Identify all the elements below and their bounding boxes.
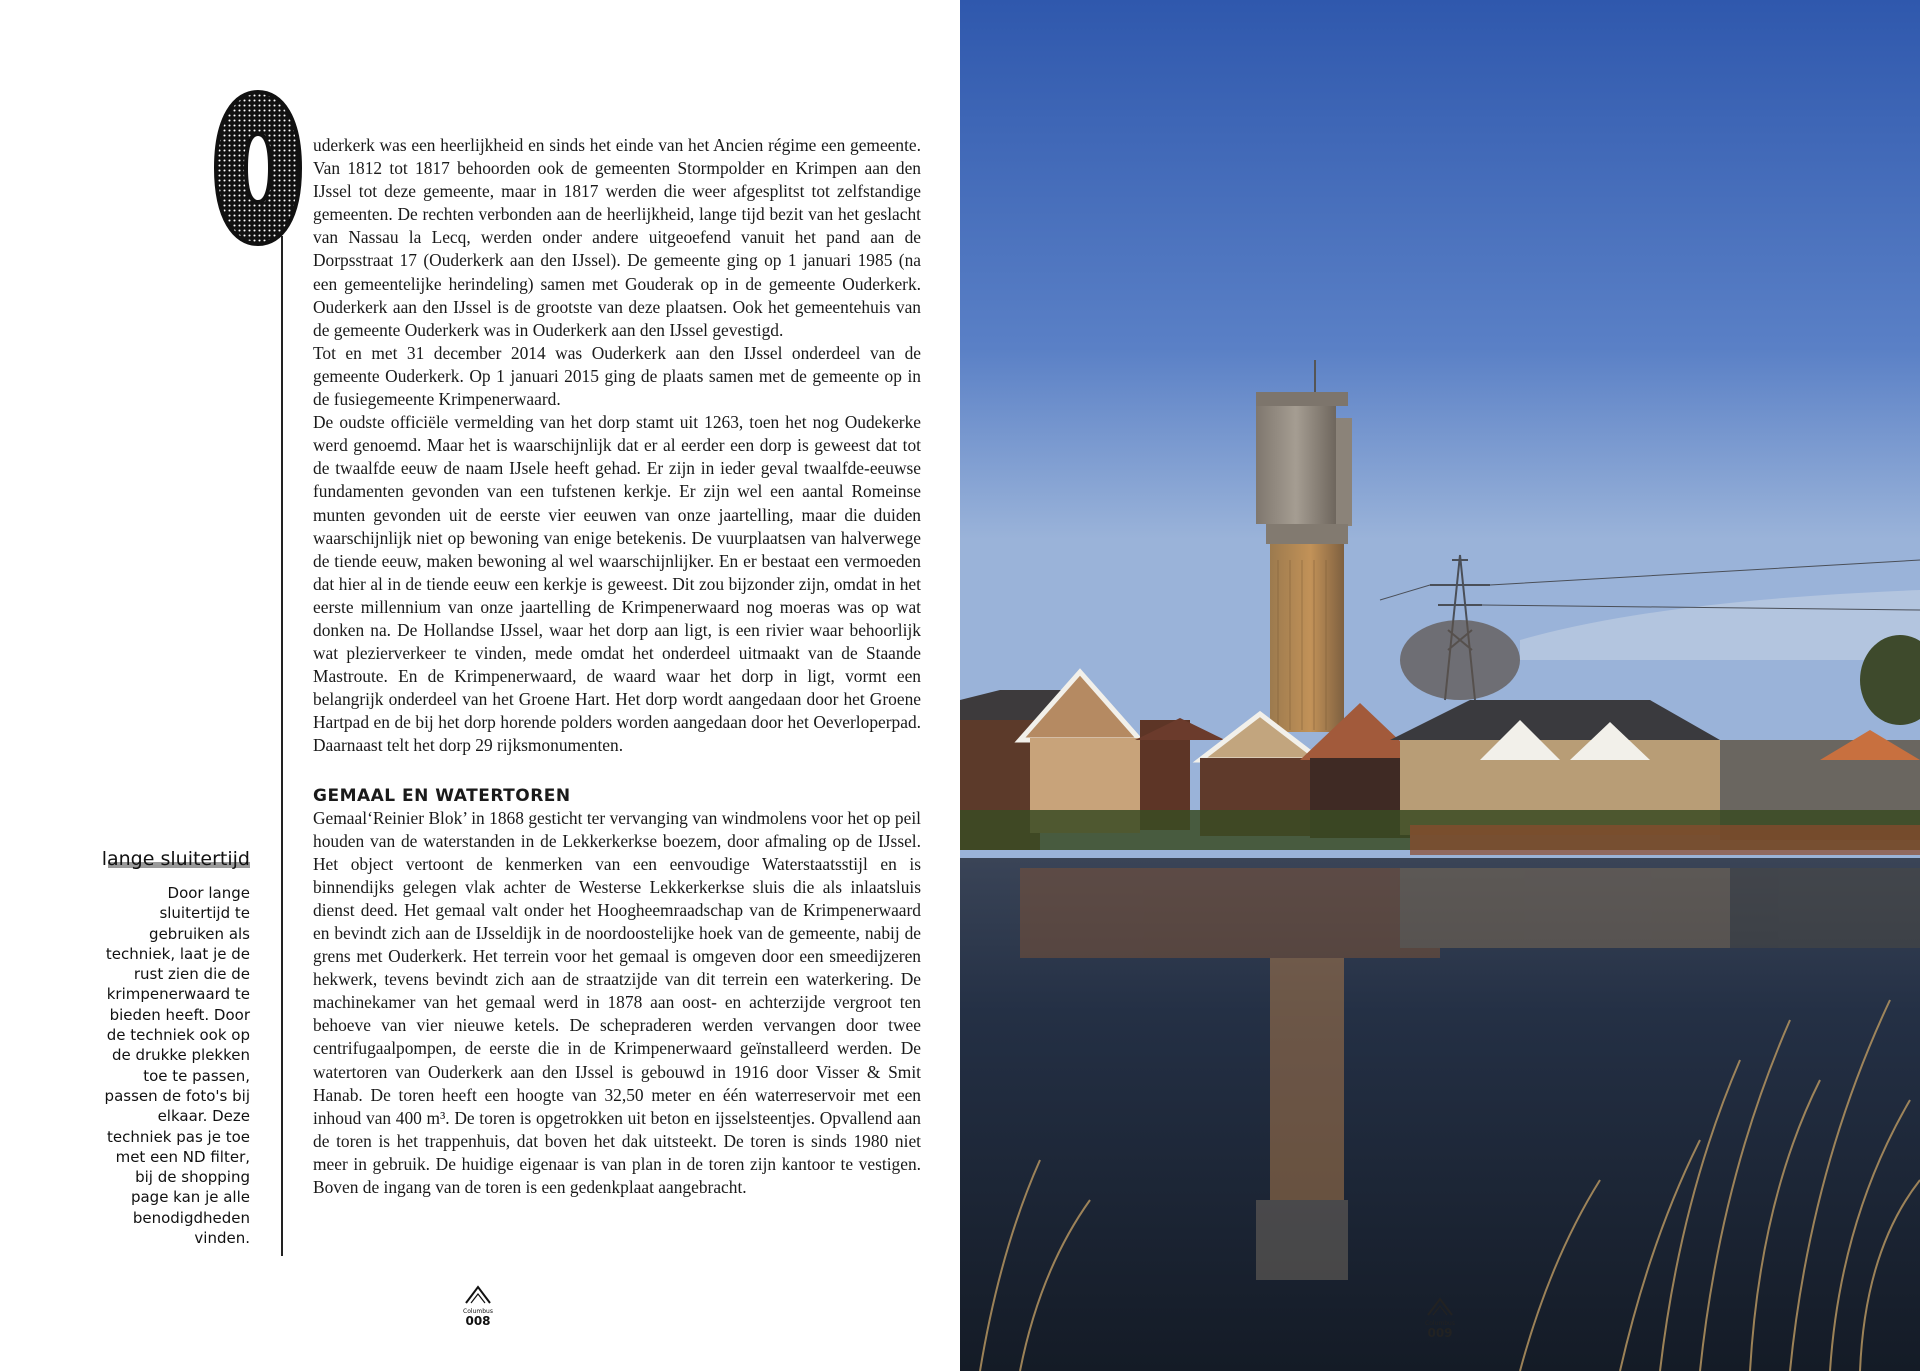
article-paragraph-3: De oudste officiële vermelding van het dorp stamt uit 1263, toen het nog Oudekerke werd genoemd. Maar het is waarschijnlijk dat er al eerder een dorp is geweest dat tot de twaalfde eeuw de naam IJsele heeft gehad. Er zijn in ieder geval twaalfde-eeuwse fundamenten gevonden van een tufstenen kerkje. Er zijn wel een aantal Romeinse munten gevonden uit de eerste vier eeuwen van onze jaartelling, maar die duiden waarschijnlijk niet op bewoning van enige betekenis. De vuurplaatsen van halverwege de tiende eeuw, maken bewoning al wel waarschijnlijker. En er bestaat een vermoeden dat hier al in de tiende eeuw een kerkje is geweest. Dit zou bijzonder zijn, omdat in het eerste millennium van onze jaartelling de Krimpenerwaard nog moeras was op wat donken na. De Hollandse IJssel, waar het dorp aan ligt, is een rivier waar behoorlijk wat plezierverkeer te vinden, mede omdat het onderdeel uitmaakt van de Staande Mastroute. En de Krimpenerwaard, de waard waar het dorp in ligt, vormt een belangrijk onderdeel van het Groene Hart. Het dorp wordt aangedaan door het Groene Hartpad en de bij het dorp horende polders worden aangedaan door het Oeverloperpad. Daarnaast telt het dorp 29 rijksmonumenten. bbox=[313, 412, 921, 756]
article-paragraph-2: Tot en met 31 december 2014 was Ouderkerk aan den IJssel onderdeel van de gemeente Ouderkerk. Op 1 januari 2015 ging de plaats samen met de gemeente op in de fusiegemeente Krimpenerwaard. bbox=[313, 342, 921, 410]
folio-brand: Columbus bbox=[463, 1308, 493, 1315]
tree bbox=[1400, 620, 1520, 700]
page-number-left: 008 bbox=[465, 1314, 491, 1328]
sidebar-text: Door lange sluitertijd te gebruiken als techniek, laat je de rust zien die de krimpenerwaard te bieden heeft. Door de techniek ook op de drukke plekken toe te passen, passen de foto's bij elkaar. Deze techniek pas je toe met een ND filter, bij de shopping page kan je alle benodigdheden vinden. bbox=[104, 884, 250, 1248]
sidebar-title bbox=[60, 848, 250, 870]
page-number-right: 009 bbox=[1427, 1326, 1453, 1340]
folio-left bbox=[458, 1284, 498, 1328]
house-logo-icon bbox=[464, 1284, 492, 1304]
sidebar-title-text: lange sluitertijd bbox=[101, 848, 250, 870]
dropcap-o-icon bbox=[212, 88, 304, 248]
folio-brand: Columbus bbox=[1425, 1320, 1455, 1327]
house-logo-icon bbox=[1426, 1296, 1454, 1316]
article-paragraph-1: uderkerk was een heerlijkheid en sinds het einde van het Ancien régime een gemeente. Van 1812 tot 1817 behoorden ook de gemeenten Stormpolder en Krimpen aan den IJssel tot deze gemeente, maar in 1817 werden die weer afgesplitst tot zelfstandige gemeenten. De rechten verbonden aan de heerlijkheid, lange tijd bezit van het geslacht van Nassau la Lecq, werden onder andere uitgeoefend vanuit het pand aan de Dorpsstraat 17 (Ouderkerk aan den IJssel). De gemeente ging op 1 januari 1985 (na een gemeentelijke herindeling) samen met Gouderak op in de gemeente Ouderkerk. Ouderkerk aan den IJssel is de grootste van deze plaatsen. Ook het gemeentehuis van de gemeente Ouderkerk was in Ouderkerk aan den IJssel gevestigd. bbox=[313, 135, 921, 340]
section-heading bbox=[313, 785, 921, 807]
section-paragraph: Gemaal‘Reinier Blok’ in 1868 gesticht ter vervanging van windmolens voor het op peil houden van de waterstanden in de Lekkerkerkse boezem, door afmaling op de IJssel. Het object vertoont de kenmerken van een eenvoudige Waterstaatsstijl en is binnendijks gelegen vlak achter de Westerse Lekkerkerkse sluis die als inlaatsluis dienst deed. Het gemaal valt onder het Hoogheemraadschap van de Krimpenerwaard en bevindt zich aan de IJsseldijk in de noordoostelijke hoek van de gemeente, nabij de grens met Ouderkerk. Het terrein voor het gemaal is omgeven door een smeedijzeren hekwerk, tevens bevindt zich aan de straatzijde van dit terrein een waterkering. De machinekamer van het gemaal werd in 1878 aan oost- en achterzijde vergroot ten behoeve van vier nieuwe ketels. De schepraderen werden vervangen door twee centrifugaalpompen, de eerste die in de Krimpenerwaard geïnstalleerd werden. De watertoren van Ouderkerk aan den IJssel is gebouwd in 1916 door Visser & Smit Hanab. De toren heeft een hoogte van 32,50 meter en één waterreservoir met een inhoud van 400 m³. De toren is opgetrokken uit beton en ijsselsteentjes. Opvallend aan de toren is het trappenhuis, dat boven het dak uitsteekt. De toren is sinds 1980 niet meer in gebruik. De huidige eigenaar is van plan in de toren zijn kantoor te vestigen. Boven de ingang van de toren is een gedenkplaat aangebracht. bbox=[313, 807, 921, 1198]
folio-right bbox=[1420, 1296, 1460, 1340]
village-photo bbox=[960, 0, 1920, 1371]
section-heading-text: GEMAAL EN WATERTOREN bbox=[313, 785, 571, 806]
article-body bbox=[313, 134, 921, 1199]
vertical-rule bbox=[281, 236, 283, 1256]
